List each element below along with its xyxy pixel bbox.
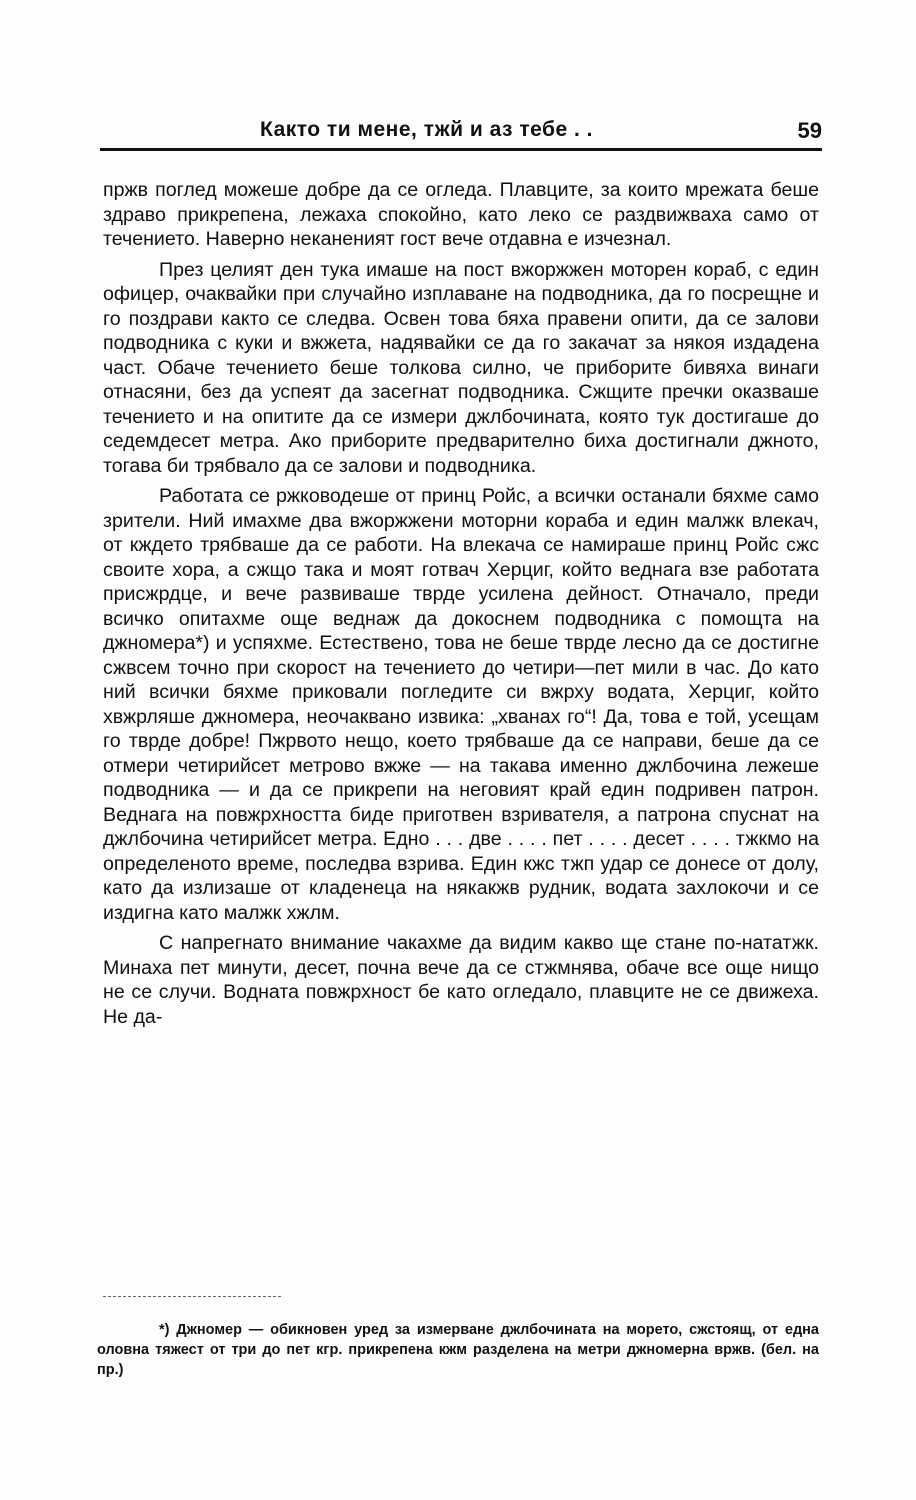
- paragraph: Работата се ржководеше от принц Ройс, а всички останали бяхме само зрители. Ний имахме два вжоржжени моторни кораба и един малжк влекач, от кждето трябваше да се работи. На влекача се намираше принц Ройс сжс своите хора, а сжщо така и моят готвач Херциг, който веднага взе работата присжрдце, и вече развиваше тврде усилена дейност. Отначало, преди всичко опитахме още веднаж да докоснем подводника с помощта на джномера*) и успяхме. Естествено, това не беше тврде лесно да се достигне сжвсем точно при скорост на течението до четири—пет мили в час. До като ний всички бяхме приковали погледите си вжрху водата, Херциг, който хвжрляше джномера, неочаквано извика: „хванах го“! Да, това е той, усещам го тврде добре! Пжрвото нещо, което трябваше да се направи, беше да се отмери четирийсет метрово вжже — на такава именно джлбочина лежеше подводника — и да се прикрепи на неговият край един подривен патрон. Веднага на повжрхността биде приготвен взривателя, а патрона спуснат на джлбочина четирийсет метра. Едно . . . две . . . . пет . . . . десет . . . . тжкмо на определеното време, последва взрива. Един кжс тжп удар се донесе от долу, като да излизаше от кладенеца на някакжв рудник, водата захлокочи и се издигна като малжк хжлм.: [103, 485, 819, 924]
- paragraph: През целият ден тука имаше на пост вжоржжен моторен кораб, с един офицер, очаквайки при случайно изплаване на подводника, да го посрещне и го поздрави както се следва. Освен това бяха правени опити, да се залови подводника с куки и вжжета, надявайки се да го закачат за някоя издадена част. Обаче течението беше толкова силно, че приборите бивяха винаги отнасяни, без да успеят да засегнат подводника. Сжщите пречки оказваше течението и на опитите да се измери джлбочината, която тук достигаше до седемдесет метра. Ако приборите предварително биха достигнали джното, тогава би трябвало да се залови и подводника.: [103, 258, 819, 477]
- paragraph-continuation: пржв поглед можеше добре да се огледа. Плавците, за които мрежата беше здраво прикрепена, лежаха спокойно, като леко се раздвижваха само от течението. Наверно неканеният гост вече отдавна е изчезнал.: [103, 179, 819, 250]
- running-title: Както ти мене, тжй и аз тебе . .: [260, 118, 594, 141]
- page-number: 59: [797, 118, 822, 143]
- paragraph: С напрегнато внимание чакахме да видим какво ще стане по-нататжк. Минаха пет минути, десет, почна вече да се стжмнява, обаче все още нищо не се случи. Водната повжрхност бе като огледало, плавците не се движеха. Не да-: [103, 932, 819, 1028]
- footnote-text: *) Джномер — обикновен уред за измерване джлбочината на морето, сжстоящ, от една оловна тяжест от три до пет кгр. прикрепена кжм разделена на метри джномерна вржв. (бел. на пр.): [97, 1322, 819, 1378]
- footnote: [97, 1320, 819, 1380]
- running-head: [100, 112, 822, 152]
- footnote-separator: [103, 1296, 281, 1298]
- body-text: [103, 178, 819, 1035]
- header-rule: [100, 148, 822, 151]
